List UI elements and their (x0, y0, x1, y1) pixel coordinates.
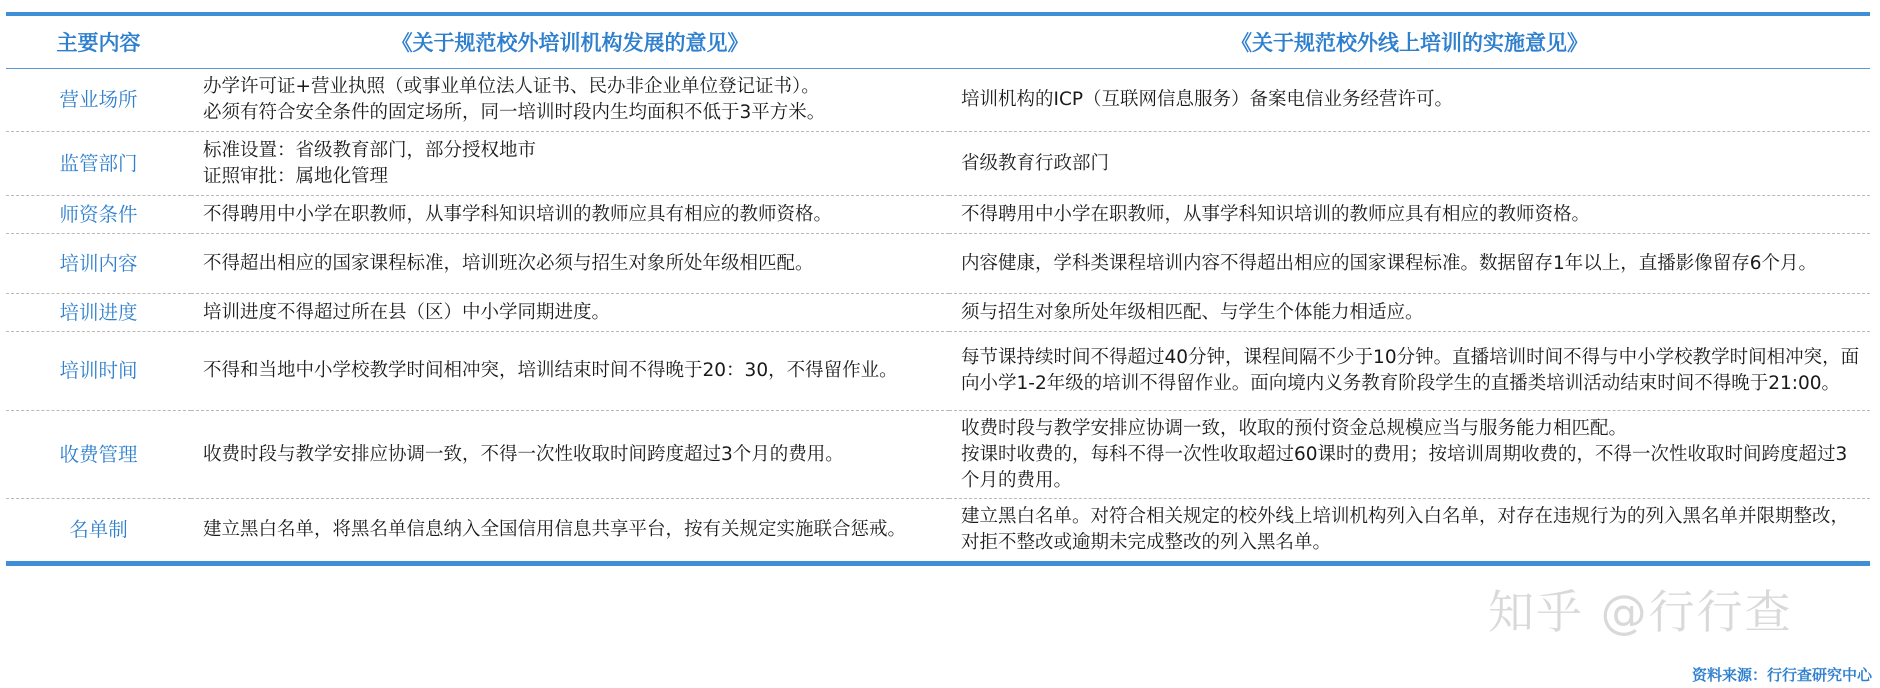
header-online-policy: 《关于规范校外线上培训的实施意见》 (949, 16, 1870, 69)
cell-online-line: 内容健康，学科类课程培训内容不得超出相应的国家课程标准。数据留存1年以上，直播影像留存6个月。 (961, 252, 1818, 274)
cell-online (949, 69, 1870, 132)
table-row (6, 294, 1870, 332)
header-main-content: 主要内容 (6, 16, 191, 69)
cell-offline (191, 294, 949, 332)
cell-online-line: 须与招生对象所处年级相匹配、与学生个体能力相适应。 (961, 301, 1424, 323)
header-offline-policy: 《关于规范校外培训机构发展的意见》 (191, 16, 949, 69)
table-row (6, 499, 1870, 561)
policy-comparison-table-wrapper (6, 12, 1870, 566)
cell-offline-line: 不得和当地中小学校教学时间相冲突，培训结束时间不得晚于20：30，不得留作业。 (203, 360, 898, 381)
cell-online (949, 132, 1870, 196)
table-header-row (6, 16, 1870, 69)
policy-comparison-table (6, 16, 1870, 561)
table-row (6, 132, 1870, 196)
table-row (6, 332, 1870, 411)
row-category: 培训时间 (6, 332, 191, 411)
table-body (6, 69, 1870, 561)
cell-offline-line: 不得聘用中小学在职教师，从事学科知识培训的教师应具有相应的教师资格。 (203, 203, 833, 225)
watermark: 知乎 @行行查 (1488, 585, 1793, 639)
cell-online-line: 不得聘用中小学在职教师，从事学科知识培训的教师应具有相应的教师资格。 (961, 203, 1591, 225)
row-category: 营业场所 (6, 69, 191, 132)
cell-offline-line: 标准设置：省级教育部门，部分授权地市 (203, 139, 537, 161)
cell-offline (191, 234, 949, 294)
cell-online (949, 196, 1870, 234)
cell-offline-line: 办学许可证+营业执照（或事业单位法人证书、民办非企业单位登记证书）。 (203, 76, 820, 97)
cell-online-line: 省级教育行政部门 (961, 152, 1110, 174)
cell-offline-line: 建立黑白名单，将黑名单信息纳入全国信用信息共享平台，按有关规定实施联合惩戒。 (203, 518, 907, 540)
cell-offline (191, 332, 949, 411)
row-category: 培训内容 (6, 234, 191, 294)
cell-offline-line: 不得超出相应的国家课程标准，培训班次必须与招生对象所处年级相匹配。 (203, 252, 814, 274)
row-category: 师资条件 (6, 196, 191, 234)
cell-offline-line: 必须有符合安全条件的固定场所，同一培训时段内生均面积不低于3平方米。 (203, 102, 826, 123)
table-row (6, 234, 1870, 294)
row-category: 名单制 (69, 517, 128, 541)
cell-online (949, 411, 1870, 499)
cell-online-line: 建立黑白名单。对符合相关规定的校外线上培训机构列入白名单，对存在违规行为的列入黑名单并限期整改，对拒不整改或逾期未完成整改的列入黑名单。 (961, 505, 1850, 553)
cell-offline (191, 411, 949, 499)
cell-online-line: 培训机构的ICP（互联网信息服务）备案电信业务经营许可。 (961, 89, 1454, 110)
row-category: 培训进度 (6, 294, 191, 332)
row-category: 收费管理 (6, 411, 191, 499)
cell-offline (191, 132, 949, 196)
cell-online (949, 234, 1870, 294)
cell-online (949, 499, 1870, 561)
cell-online-line: 每节课持续时间不得超过40分钟，课程间隔不少于10分钟。直播培训时间不得与中小学校教学时间相冲突，面向小学1-2年级的培训不得留作业。面向境内义务教育阶段学生的直播类培训活动结束时间不得晚于21:00。 (961, 347, 1860, 394)
cell-online-line: 收费时段与教学安排应协调一致，收取的预付资金总规模应当与服务能力相匹配。 (961, 417, 1628, 439)
cell-offline-line: 证照审批：属地化管理 (203, 165, 389, 187)
cell-online-line: 按课时收费的，每科不得一次性收取超过60课时的费用；按培训周期收费的，不得一次性收取时间跨度超过3个月的费用。 (961, 443, 1848, 491)
source-note: 资料来源：行行查研究中心 (1691, 666, 1872, 684)
table-row (6, 411, 1870, 499)
cell-offline (191, 69, 949, 132)
table-row (6, 69, 1870, 132)
cell-offline-line: 收费时段与教学安排应协调一致，不得一次性收取时间跨度超过3个月的费用。 (203, 443, 844, 465)
cell-online (949, 294, 1870, 332)
cell-offline (191, 499, 949, 561)
table-row (6, 196, 1870, 234)
bottom-rule (6, 561, 1870, 566)
cell-online (949, 332, 1870, 411)
cell-offline (191, 196, 949, 234)
row-category: 监管部门 (6, 132, 191, 196)
cell-offline-line: 培训进度不得超过所在县（区）中小学同期进度。 (203, 301, 611, 323)
